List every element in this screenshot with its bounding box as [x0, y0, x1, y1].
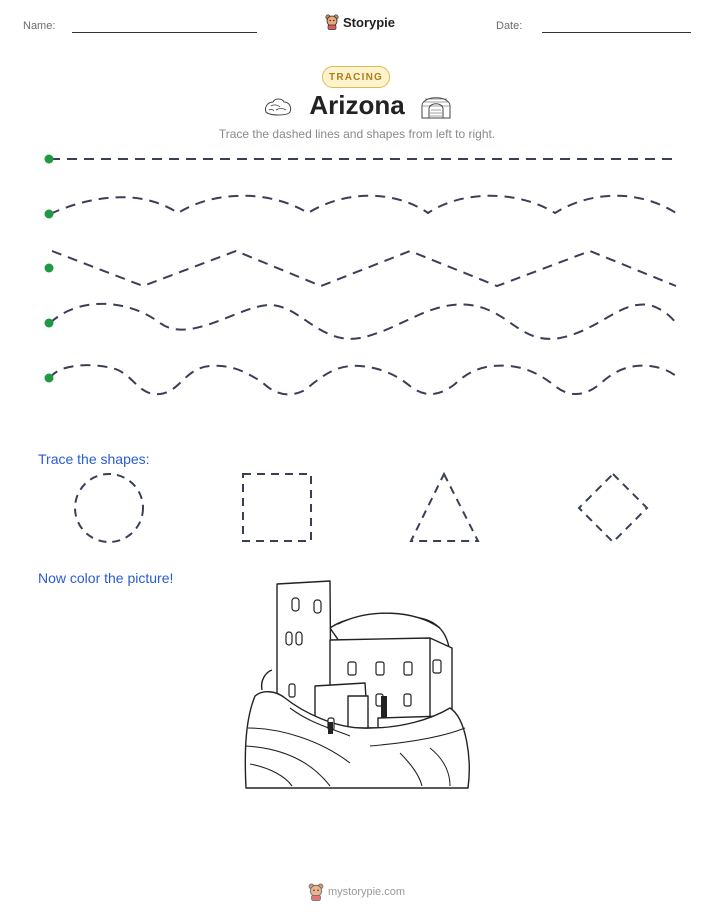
trace-shape-square[interactable]	[243, 474, 311, 541]
green-start-dot	[45, 210, 54, 219]
tracing-badge: TRACING	[322, 66, 390, 88]
shapes-section-label: Trace the shapes:	[38, 451, 150, 467]
page-title: Arizona	[309, 90, 405, 120]
start-dots	[45, 155, 54, 383]
trace-lines	[0, 0, 714, 420]
green-start-dot	[45, 374, 54, 383]
green-start-dot	[45, 264, 54, 273]
green-start-dot	[45, 319, 54, 328]
color-section-label: Now color the picture!	[38, 570, 174, 586]
trace-line-bumpy-wave[interactable]	[50, 365, 676, 394]
bear-mascot-icon	[308, 883, 324, 901]
instructions: Trace the dashed lines and shapes from left to right.	[218, 127, 496, 141]
trace-shape-diamond[interactable]	[579, 474, 647, 542]
date-label: Date:	[496, 20, 523, 32]
trace-line-zigzag[interactable]	[52, 251, 676, 286]
footer	[308, 883, 405, 901]
trace-line-big-wave[interactable]	[50, 304, 676, 339]
green-start-dot	[45, 155, 54, 164]
footer-url[interactable]: mystorypie.com	[328, 886, 406, 898]
trace-shape-circle[interactable]	[75, 474, 143, 542]
trace-shapes	[0, 465, 714, 555]
trace-shape-triangle[interactable]	[411, 474, 478, 541]
brand-name: Storypie	[343, 14, 396, 30]
trace-line-gentle-wave[interactable]	[50, 196, 676, 214]
cliff-dwelling-picture[interactable]	[240, 578, 475, 798]
name-label: Name:	[23, 20, 56, 32]
